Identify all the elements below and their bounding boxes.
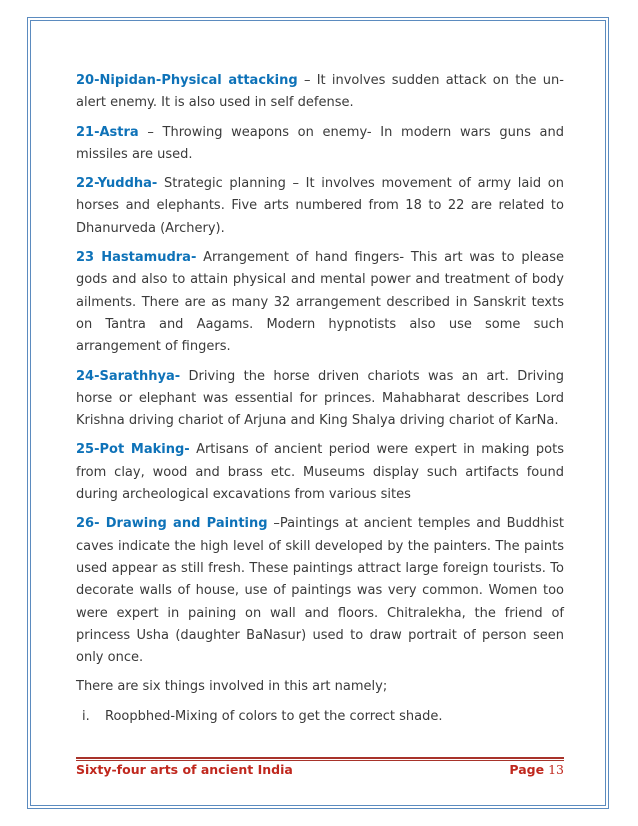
page-content (76, 70, 564, 728)
footer-page-label: Page (509, 762, 545, 777)
text-21: – Throwing weapons on enemy- In modern wars guns and missiles are used. (76, 124, 564, 162)
text-22: Strategic planning – It involves movement of army laid on horses and elephants. Five arts numbered from 18 to 22 are related to Dhanurveda (Archery). (76, 176, 564, 236)
footer-rule (76, 760, 564, 761)
text-25: Artisans of ancient period were expert in making pots from clay, wood and brass etc. Museums display such artifacts found during archeological excavations from various sites (76, 442, 565, 503)
heading-20: 20-Nipidan-Physical attacking (76, 73, 298, 88)
footer-page (509, 762, 564, 777)
paragraph-25 (76, 439, 564, 506)
paragraph-24 (76, 366, 564, 433)
heading-21: 21-Astra (76, 124, 139, 140)
heading-23: 23 Hastamudra- (76, 250, 197, 266)
paragraph-23 (76, 247, 564, 358)
list-item (76, 706, 564, 728)
intro-line: There are six things involved in this art namely; (76, 679, 388, 695)
paragraph-26 (76, 513, 564, 669)
footer-title: Sixty-four arts of ancient India (76, 762, 293, 777)
list-item-text: Roopbhed-Mixing of colors to get the correct shade. (105, 708, 443, 724)
text-24: Driving the horse driven chariots was an art. Driving horse or elephant was essential for princes. Mahabharat describes Lord Krishna driving chariot of Arjuna and King Shalya driving chariot of KarNa. (76, 368, 564, 429)
heading-24: 24-Sarathhya- (76, 368, 181, 384)
heading-25: 25-Pot Making- (76, 442, 190, 458)
text-23: Arrangement of hand fingers- This art was to please gods and also to attain physical and mental power and treatment of body ailments. There are as many 32 arrangement described in Sanskrit texts on Tantra and Aagams. Modern hypnotists also use some such arrangement of fingers. (76, 250, 564, 355)
text-20: – It involves sudden attack on the un-alert enemy. It is also used in self defense. (76, 73, 564, 111)
paragraph-20 (76, 70, 564, 115)
heading-22: 22-Yuddha- (76, 176, 158, 192)
heading-26: 26- Drawing and Painting (76, 516, 268, 532)
text-26: –Paintings at ancient temples and Buddhist caves indicate the high level of skill developed by the painters. The paints used appear as still fresh. These paintings attract large foreign tourists. To decorate walls of house, use of paintings was very common. Women too were expert in paining on wall and floors. Chitralekha, the friend of princess Usha (daughter BaNasur) used to draw portrait of person seen only once. (76, 516, 564, 666)
paragraph-22 (76, 173, 564, 240)
paragraph-21 (76, 122, 564, 167)
list-item-number: i. (82, 708, 90, 724)
footer-page-number: 13 (548, 762, 564, 777)
